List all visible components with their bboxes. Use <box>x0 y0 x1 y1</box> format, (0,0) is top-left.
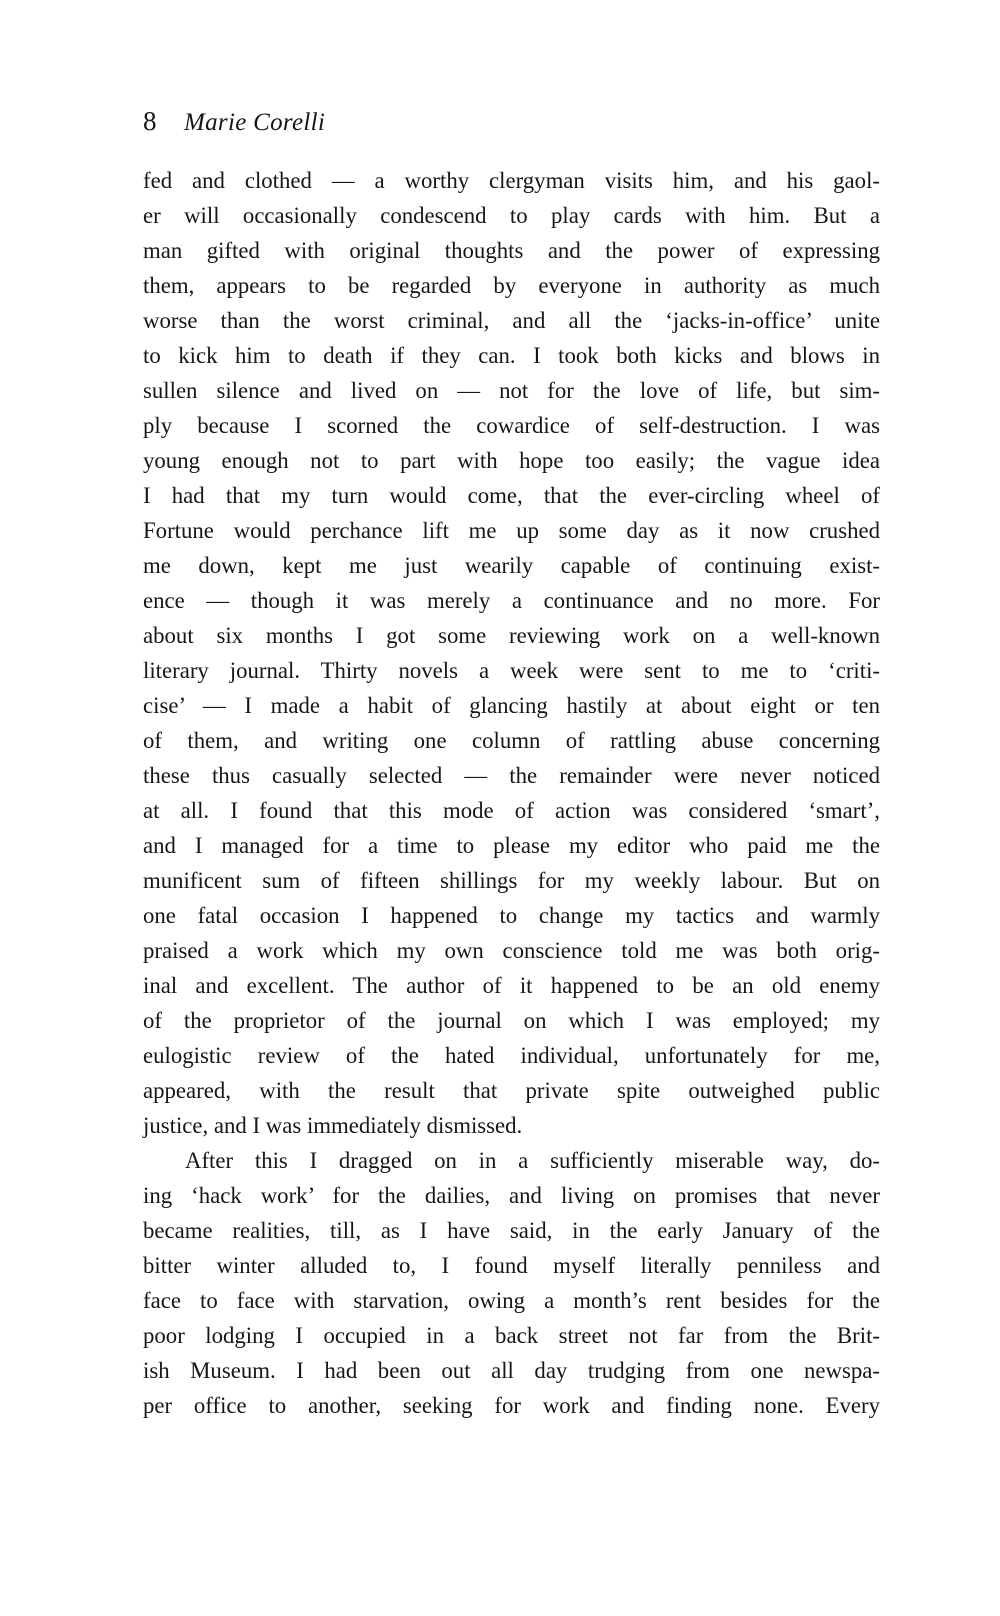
running-header-author: Marie Corelli <box>184 109 326 136</box>
text-line: praised a work which my own conscience told me was both orig- <box>143 938 880 963</box>
running-header <box>143 106 880 137</box>
text-line: per office to another, seeking for work and finding none. Every <box>143 1393 880 1418</box>
text-line: ence — though it was merely a continuance and no more. For <box>143 588 880 613</box>
text-line: of them, and writing one column of rattling abuse concerning <box>143 728 880 753</box>
text-line: of the proprietor of the journal on which I was employed; my <box>143 1008 880 1033</box>
text-line: sullen silence and lived on — not for the love of life, but sim- <box>143 378 880 403</box>
text-line: After this I dragged on in a sufficiently miserable way, do- <box>185 1148 880 1173</box>
text-line: poor lodging I occupied in a back street not far from the Brit- <box>143 1323 880 1348</box>
text-line: ing ‘hack work’ for the dailies, and living on promises that never <box>143 1183 880 1208</box>
text-line: appeared, with the result that private spite outweighed public <box>143 1078 880 1103</box>
text-line: them, appears to be regarded by everyone in authority as much <box>143 273 880 298</box>
text-line: face to face with starvation, owing a month’s rent besides for the <box>143 1288 880 1313</box>
text-line: munificent sum of fifteen shillings for my weekly labour. But on <box>143 868 880 893</box>
text-line: man gifted with original thoughts and the power of expressing <box>143 238 880 263</box>
text-line: about six months I got some reviewing work on a well-known <box>143 623 880 648</box>
text-line: I had that my turn would come, that the ever-circling wheel of <box>143 483 880 508</box>
text-line: eulogistic review of the hated individual, unfortunately for me, <box>143 1043 880 1068</box>
text-line: ish Museum. I had been out all day trudging from one newspa- <box>143 1358 880 1383</box>
text-line: me down, kept me just wearily capable of continuing exist- <box>143 553 880 578</box>
text-line: became realities, till, as I have said, in the early January of the <box>143 1218 880 1243</box>
text-line: inal and excellent. The author of it happened to be an old enemy <box>143 973 880 998</box>
text-line: fed and clothed — a worthy clergyman visits him, and his gaol- <box>143 168 880 193</box>
text-line: and I managed for a time to please my editor who paid me the <box>143 833 880 858</box>
text-line: justice, and I was immediately dismissed. <box>143 1113 523 1138</box>
text-line: bitter winter alluded to, I found myself literally penniless and <box>143 1253 880 1278</box>
text-line: one fatal occasion I happened to change my tactics and warmly <box>143 903 880 928</box>
text-line: these thus casually selected — the remainder were never noticed <box>143 763 880 788</box>
body-text <box>143 163 880 1423</box>
text-line: at all. I found that this mode of action was considered ‘smart’, <box>143 798 880 823</box>
text-line: Fortune would perchance lift me up some day as it now crushed <box>143 518 880 543</box>
paragraph <box>143 1143 880 1423</box>
text-line: cise’ — I made a habit of glancing hastily at about eight or ten <box>143 693 880 718</box>
text-line: literary journal. Thirty novels a week were sent to me to ‘criti- <box>143 658 880 683</box>
text-line: ply because I scorned the cowardice of self-destruction. I was <box>143 413 880 438</box>
text-line: worse than the worst criminal, and all the ‘jacks-in-office’ unite <box>143 308 880 333</box>
text-line: young enough not to part with hope too easily; the vague idea <box>143 448 880 473</box>
page-number: 8 <box>143 106 157 136</box>
text-line: er will occasionally condescend to play cards with him. But a <box>143 203 880 228</box>
paragraph <box>143 163 880 1143</box>
text-line: to kick him to death if they can. I took both kicks and blows in <box>143 343 880 368</box>
